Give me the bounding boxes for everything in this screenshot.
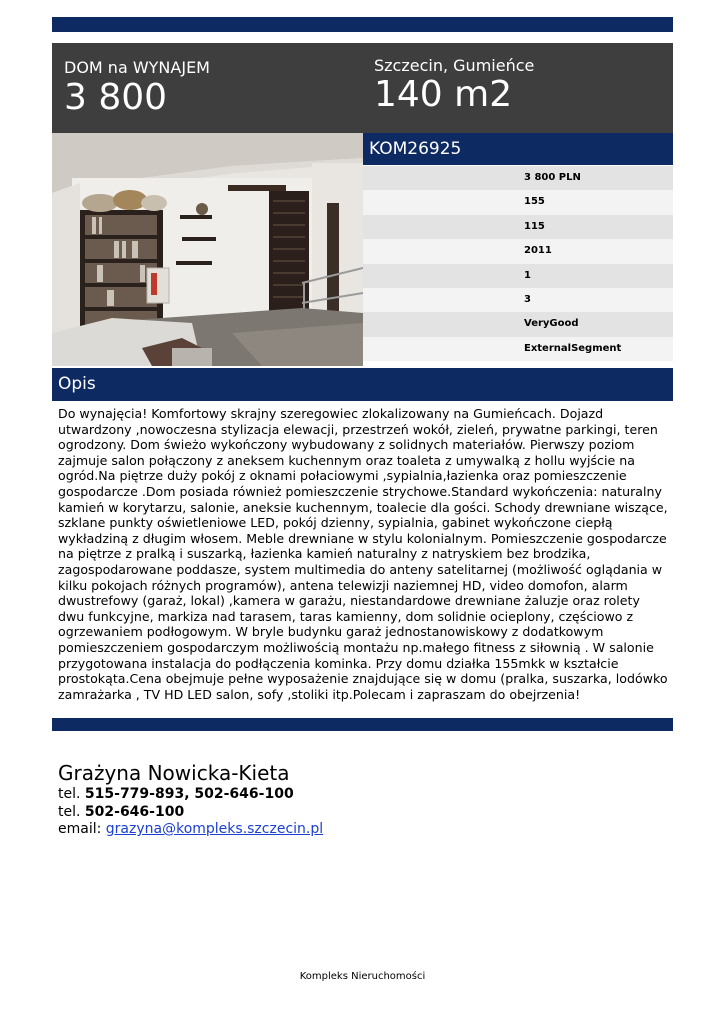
agent-name: Grażyna Nowicka-Kieta: [58, 761, 290, 785]
detail-row: [363, 166, 673, 190]
details-table: [363, 166, 673, 361]
description-heading-bar: [52, 368, 673, 401]
location-label: Szczecin, Gumieńce: [374, 56, 535, 75]
detail-value: 1: [524, 269, 531, 281]
reference-bar: [363, 133, 673, 165]
tel-label: tel.: [58, 786, 81, 802]
property-photo: [52, 133, 363, 366]
detail-row: [363, 264, 673, 288]
detail-value: 3: [524, 293, 531, 305]
listing-header: [52, 43, 673, 133]
tel-label: tel.: [58, 803, 81, 820]
phone-number[interactable]: 502-646-100: [84, 803, 185, 820]
description-heading: Opis: [58, 374, 96, 394]
detail-value: 115: [524, 220, 545, 232]
phone-numbers[interactable]: 515-779-893, 502-646-100: [84, 786, 294, 802]
bottom-accent-bar: [52, 718, 673, 731]
email-line: [58, 821, 323, 839]
detail-value: VeryGood: [524, 318, 579, 330]
detail-row: [363, 190, 673, 214]
description-text: Do wynajęcia! Komfortowy skrajny szeregowiec zlokalizowany na Gumieńcach. Dojazd utwardzony ,nowoczesna stylizacja elewacji, przestrzeń wokół, zieleń, prywatne parkingi, teren ogrodzony. Dom świeżo wykończony wybudowany z solidnych materiałów. Pierwszy poziom zajmuje salon połączony z aneksem kuchennym oraz toaleta z umywalką z hollu wyjście na ogród.Na piętrze duży pokój z oknami połaciowymi ,sypialnia,łazienka oraz pomieszczenie gospodarcze .Dom posiada również pomieszczenie strychowe.Standard wykończenia: naturalny kamień w korytarzu, salonie, aneksie kuchennym, toalecie dla gości. Schody drewniane wiszące, szklane punkty oświetleniowe LED, pokój dzienny, sypialnia, gabinet wykończone ciepłą wykładziną z długim włosem. Meble drewniane w stylu kolonialnym. Pomieszczenie gospodarcze na piętrze z pralką i suszarką, łazienka kamień naturalny z natryskiem bez brodzika, zagospodarowane poddasze, system multimedia do anteny satelitarnej (możliwość oglądania w kilku pokojach różnych programów), antena telewizji naziemnej HD, video domofon, alarm dwustrefowy (garaż, lokal) ,kamera w garażu, niestandardowe drewniane żaluzje oraz rolety dwu funkcyjne, markiza nad tarasem, taras kamienny, dom solidnie ocieplony, częściowo z ogrzewaniem podłogowym. W bryle budynku garaż jednostanowiskowy z dodatkowym pomieszczeniem gospodarczym możliwością montażu np.małego fitness z siłownią . W salonie przygotowana instalacja do podłączenia kominka. Przy domu działka 155mkk w kształcie prostokąta.Cena obejmuje pełne wyposażenie znajdujące się w domu (pralka, suszarka, lodówko zamrażarka , TV HD LED salon, sofy ,stoliki itp.Polecam i zapraszam do obejrzenia!: [58, 406, 668, 702]
top-accent-bar: [52, 17, 673, 32]
detail-row: [363, 312, 673, 336]
area-value: 140 m2: [374, 74, 513, 115]
detail-row: [363, 288, 673, 312]
phone-line-1: [58, 786, 323, 804]
detail-value: 155: [524, 196, 545, 208]
price-value: 3 800: [64, 77, 168, 118]
email-link[interactable]: grazyna@kompleks.szczecin.pl: [105, 821, 324, 837]
contact-block: [58, 760, 323, 839]
property-type-label: DOM na WYNAJEM: [64, 58, 210, 77]
detail-row: [363, 337, 673, 361]
footer-company: Kompleks Nieruchomości: [299, 971, 426, 982]
detail-value: 2011: [524, 245, 552, 257]
phone-line-2: [58, 804, 323, 822]
detail-value: ExternalSegment: [524, 342, 622, 354]
detail-value: 3 800 PLN: [524, 172, 581, 183]
detail-row: [363, 215, 673, 239]
listing-reference: KOM26925: [369, 139, 462, 159]
interior-photo-image: [52, 133, 363, 366]
email-label: email:: [58, 821, 102, 837]
detail-row: [363, 239, 673, 263]
